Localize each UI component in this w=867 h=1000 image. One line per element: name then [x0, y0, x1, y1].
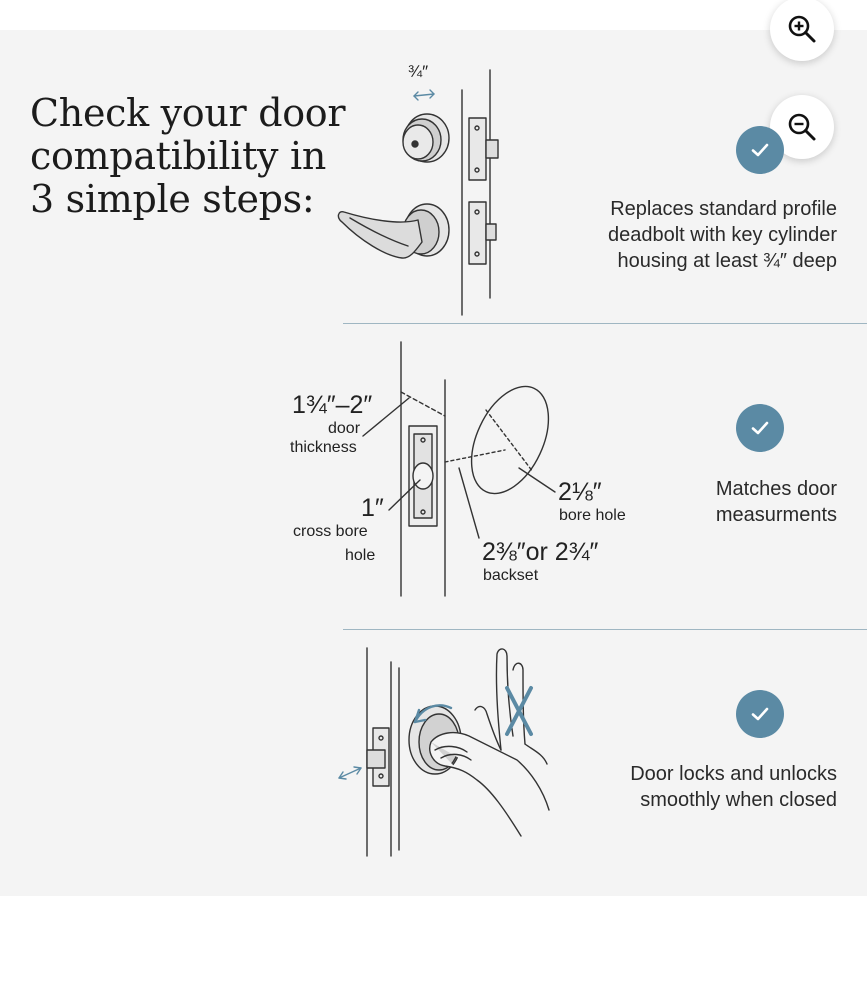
checkmark-icon	[749, 417, 771, 439]
title-line-1: Check your door	[30, 91, 346, 135]
deadbolt-lever-illustration	[330, 60, 510, 320]
door-thickness-label-2: thickness	[290, 439, 357, 456]
step-3-description	[630, 761, 837, 813]
step-3-line-1: Door locks and unlocks	[630, 763, 837, 785]
bore-hole-label: bore hole	[559, 507, 626, 524]
cross-bore-value: 1″	[361, 494, 384, 522]
zoom-in-button[interactable]	[770, 0, 834, 61]
step-1-line-3: housing at least ¾″ deep	[617, 250, 837, 272]
step-1-line-1: Replaces standard profile	[610, 198, 837, 220]
step-3-line-2: smoothly when closed	[640, 789, 837, 811]
zoom-out-icon	[787, 112, 817, 142]
checkmark-icon	[749, 139, 771, 161]
step-2-line-1: Matches door	[715, 478, 837, 500]
title-line-3: 3 simple steps:	[30, 177, 315, 221]
section-divider	[343, 629, 867, 630]
backset-value: 2⅜″or 2¾″	[482, 538, 599, 566]
check-badge	[736, 690, 784, 738]
step-1-line-2: deadbolt with key cylinder	[607, 224, 837, 246]
bore-hole-value: 2⅛″	[558, 478, 602, 506]
title-line-2: compatibility in	[30, 134, 327, 178]
door-thickness-label-1: door	[328, 420, 361, 437]
depth-dimension-label: ¾″	[408, 62, 429, 81]
lock-turning-illustration	[335, 640, 565, 860]
section-divider	[343, 323, 867, 324]
backset-label: backset	[483, 567, 539, 584]
step-2-line-2: measurments	[715, 504, 837, 526]
step-2-description	[716, 476, 837, 528]
cross-bore-label-1: cross bore	[293, 523, 368, 540]
door-thickness-value: 1¾″–2″	[292, 391, 373, 419]
check-badge	[736, 404, 784, 452]
checkmark-icon	[749, 703, 771, 725]
check-badge	[736, 126, 784, 174]
page-title	[30, 92, 350, 221]
cross-bore-label-2: hole	[345, 547, 376, 564]
zoom-in-icon	[787, 14, 817, 44]
step-1-description	[608, 196, 837, 274]
